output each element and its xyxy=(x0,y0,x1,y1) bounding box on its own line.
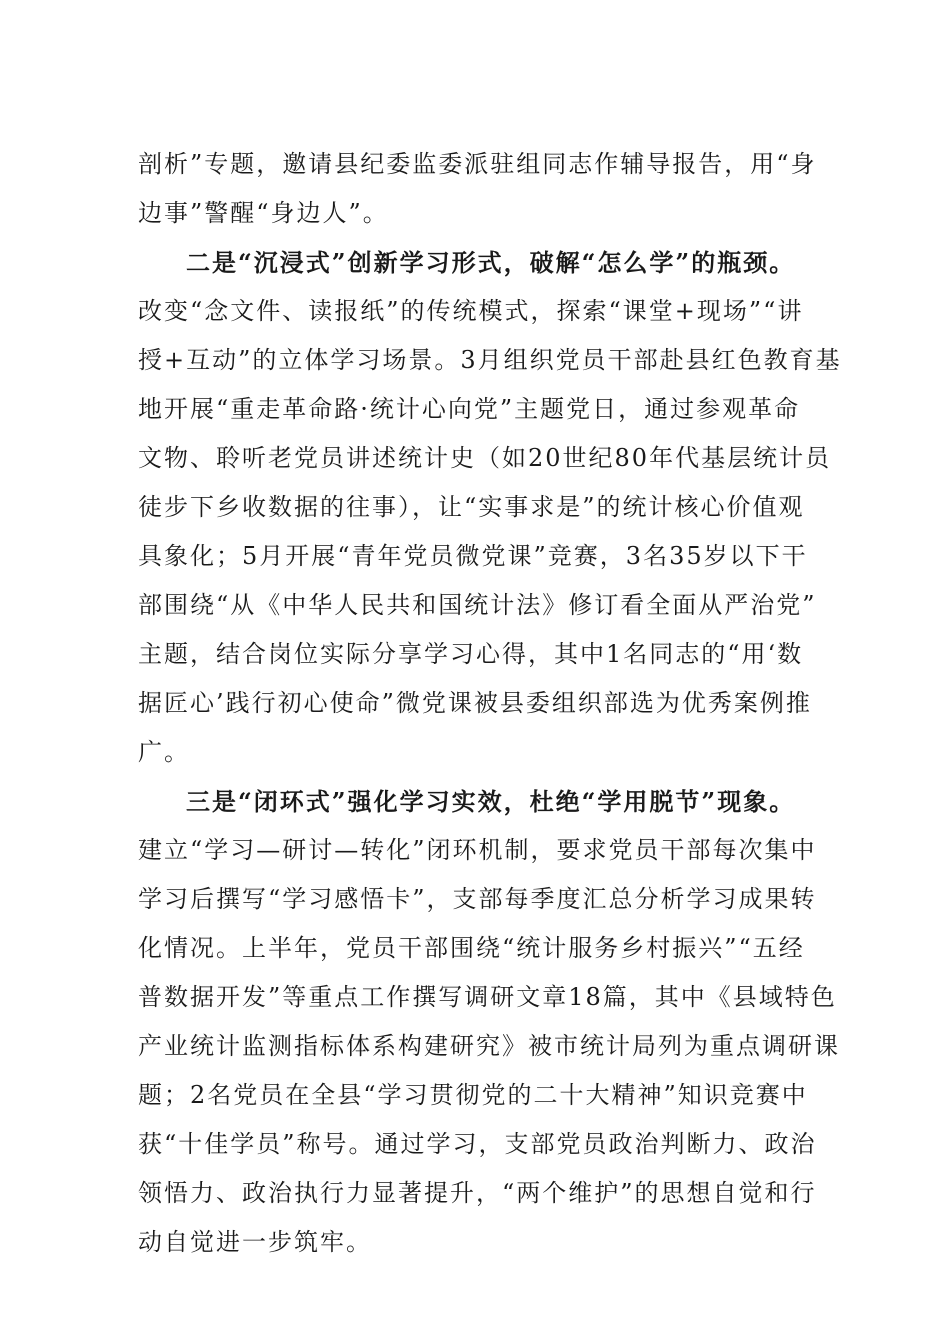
text-line: 领悟力、政治执行力显著提升，“两个维护”的思想自觉和行 xyxy=(138,1179,817,1207)
text-line: 题；2名党员在全县“学习贯彻党的二十大精神”知识竞赛中 xyxy=(138,1081,808,1109)
text-line: 广。 xyxy=(138,738,190,766)
text-line: 据匠心’践行初心使命”微党课被县委组织部选为优秀案例推 xyxy=(138,689,812,717)
text-line: 具象化；5月开展“青年党员微党课”竞赛，3名35岁以下干 xyxy=(138,542,808,570)
text-line: 化情况。上半年，党员干部围绕“统计服务乡村振兴”“五经 xyxy=(138,934,805,962)
text-line: 获“十佳学员”称号。通过学习，支部党员政治判断力、政治 xyxy=(138,1130,817,1158)
text-line: 建立“学习—研讨—转化”闭环机制，要求党员干部每次集中 xyxy=(138,836,817,864)
text-line: 动自觉进一步筑牢。 xyxy=(138,1228,372,1256)
text-line: 文物、聆听老党员讲述统计史（如20世纪80年代基层统计员 xyxy=(138,444,832,472)
text-line: 主题，结合岗位实际分享学习心得，其中1名同志的“用‘数 xyxy=(138,640,804,668)
text-line: 授+互动”的立体学习场景。3月组织党员干部赴县红色教育基 xyxy=(138,346,842,374)
paragraph-continuation xyxy=(138,140,818,238)
text-line: 产业统计监测指标体系构建研究》被市统计局列为重点调研课 xyxy=(138,1032,840,1060)
text-line: 剖析”专题，邀请县纪委监委派驻组同志作辅导报告，用“身 xyxy=(138,150,817,178)
text-line: 改变“念文件、读报纸”的传统模式，探索“课堂+现场”“讲 xyxy=(138,297,804,325)
paragraph-lead-heading: 二是“沉浸式”创新学习形式，破解“怎么学”的瓶颈。 xyxy=(186,248,796,277)
paragraph-immersive-learning xyxy=(138,238,842,777)
paragraph-lead-heading: 三是“闭环式”强化学习实效，杜绝“学用脱节”现象。 xyxy=(186,787,796,816)
text-line: 学习后撰写“学习感悟卡”，支部每季度汇总分析学习成果转 xyxy=(138,885,817,913)
text-line: 普数据开发”等重点工作撰写调研文章18篇，其中《县域特色 xyxy=(138,983,837,1011)
text-line: 部围绕“从《中华人民共和国统计法》修订看全面从严治党” xyxy=(138,591,817,619)
text-line: 徒步下乡收数据的往事），让“实事求是”的统计核心价值观 xyxy=(138,493,805,521)
text-line: 地开展“重走革命路·统计心向党”主题党日，通过参观革命 xyxy=(138,395,801,423)
document-body xyxy=(138,140,842,1267)
text-line: 边事”警醒“身边人”。 xyxy=(138,199,389,227)
paragraph-closed-loop-learning xyxy=(138,777,840,1267)
